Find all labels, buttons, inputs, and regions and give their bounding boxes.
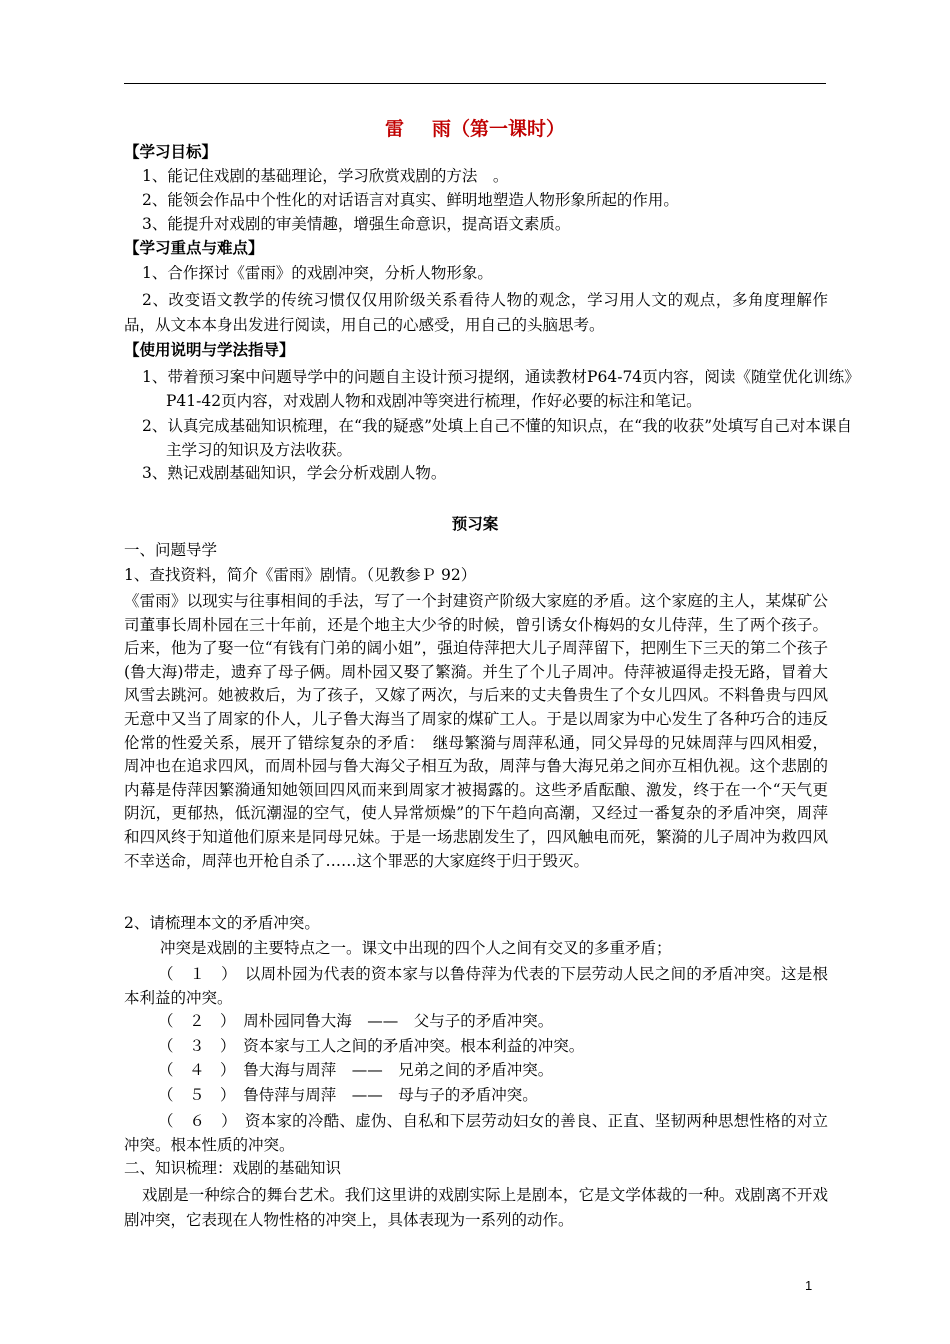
goal-2: 2、能领会作品中个性化的对话语言对真实、鲜明地塑造人物形象所起的作用。 [142,191,679,209]
conflict-2: （ ２ ） 周朴园同鲁大海 —— 父与子的矛盾冲突。 [158,1012,554,1030]
section-1-heading: 一、问题导学 [124,541,218,559]
conflict-3: （ ３ ） 资本家与工人之间的矛盾冲突。根本利益的冲突。 [158,1037,585,1055]
conflict-intro: 冲突是戏剧的主要特点之一。课文中出现的四个人之间有交叉的多重矛盾； [160,939,672,957]
usage-heading: 【使用说明与学法指导】 [124,341,295,359]
goals-heading: 【学习目标】 [124,143,218,161]
goal-1: 1、能记住戏剧的基础理论，学习欣赏戏剧的方法 。 [142,167,509,185]
focus-2: 2、改变语文教学的传统习惯仅仅用阶级关系看待人物的观念，学习用人文的观点，多角度理解作品，从文本本身出发进行阅读，用自己的心感受，用自己的头脑思考。 [124,291,828,334]
focus-heading: 【学习重点与难点】 [124,239,264,257]
usage-3: 3、熟记戏剧基础知识，学会分析戏剧人物。 [142,464,447,482]
section-2-heading: 二、知识梳理：戏剧的基础知识 [124,1159,342,1177]
conflict-1: （ １ ） 以周朴园为代表的资本家与以鲁侍萍为代表的下层劳动人民之间的矛盾冲突。这是根本利益的冲突。 [124,965,828,1007]
conflict-6: （ ６ ） 资本家的冷酷、虚伪、自私和下层劳动妇女的善良、正直、坚韧两种思想性格的对立冲突。根本性质的冲突。 [124,1112,828,1154]
page-number: 1 [805,1278,813,1293]
page-title: 雷 雨（第一课时） [384,118,566,140]
question-1: 1、查找资料，简介《雷雨》剧情。（见教参Ｐ 92） [124,566,477,584]
goal-3: 3、能提升对戏剧的审美情趣，增强生命意识，提高语文素质。 [142,215,571,233]
focus-1: 1、合作探讨《雷雨》的戏剧冲突，分析人物形象。 [142,264,493,282]
drama-definition: 戏剧是一种综合的舞台艺术。我们这里讲的戏剧实际上是剧本，它是文学体裁的一种。戏剧离不开戏剧冲突，它表现在人物性格的冲突上，具体表现为一系列的动作。 [124,1186,828,1229]
usage-1: 1、带着预习案中问题导学中的问题自主设计预习提纲，通读教材P64-74页内容，阅读《随堂优化训练》P41-42页内容，对戏剧人物和戏剧冲等突进行梳理，作好必要的标注和笔记。 [142,368,852,410]
usage-2: 2、认真完成基础知识梳理，在“我的疑惑”处填上自己不懂的知识点，在“我的收获”处填写自己对本课自主学习的知识及方法收获。 [142,417,852,459]
preview-heading: 预习案 [451,515,499,533]
plot-summary: 《雷雨》以现实与往事相间的手法，写了一个封建资产阶级大家庭的矛盾。这个家庭的主人，某煤矿公司董事长周朴园在三十年前，还是个地主大少爷的时候，曾引诱女仆梅妈的女儿侍萍，生了两个孩子。后来，他为了娶一位“有钱有门弟的阔小姐”，强迫侍萍把大儿子周萍留下，把刚生下三天的第二个孩子(鲁大海)带走，遗弃了母子俩。周朴园又娶了繁漪。并生了个儿子周冲。侍萍被逼得走投无路，冒着大风雪去跳河。她被救后，为了孩子，又嫁了两次，与后来的丈夫鲁贵生了个女儿四风。不料鲁贵与四风无意中又当了周家的仆人，儿子鲁大海当了周家的煤矿工人。于是以周家为中心发生了各种巧合的违反伦常的性爱关系，展开了错综复杂的矛盾： 继母繁漪与周萍私通，同父异母的兄妹周萍与四风相爱，周冲也在追求四风，而周朴园与鲁大海父子相互为敌，周萍与鲁大海兄弟之间亦互相仇视。这个悲剧的内幕是侍萍因繁漪通知她领回四风而来到周家才被揭露的。这些矛盾酝酿、激发，终于在一个“天气更阴沉，更郁热，低沉潮湿的空气，使人异常烦燥”的下午趋向高潮，又经过一番复杂的矛盾冲突，周萍和四风终于知道他们原来是同母兄妹。于是一场悲剧发生了，四风触电而死，繁漪的儿子周冲为救四风不幸送命，周萍也开枪自杀了……这个罪恶的大家庭终于归于毁灭。 [124,592,828,870]
conflict-5: （ ５ ） 鲁侍萍与周萍 —— 母与子的矛盾冲突。 [158,1086,538,1104]
conflict-4: （ ４ ） 鲁大海与周萍 —— 兄弟之间的矛盾冲突。 [158,1061,554,1079]
header-rule [124,83,826,84]
question-2: 2、请梳理本文的矛盾冲突。 [124,914,320,932]
